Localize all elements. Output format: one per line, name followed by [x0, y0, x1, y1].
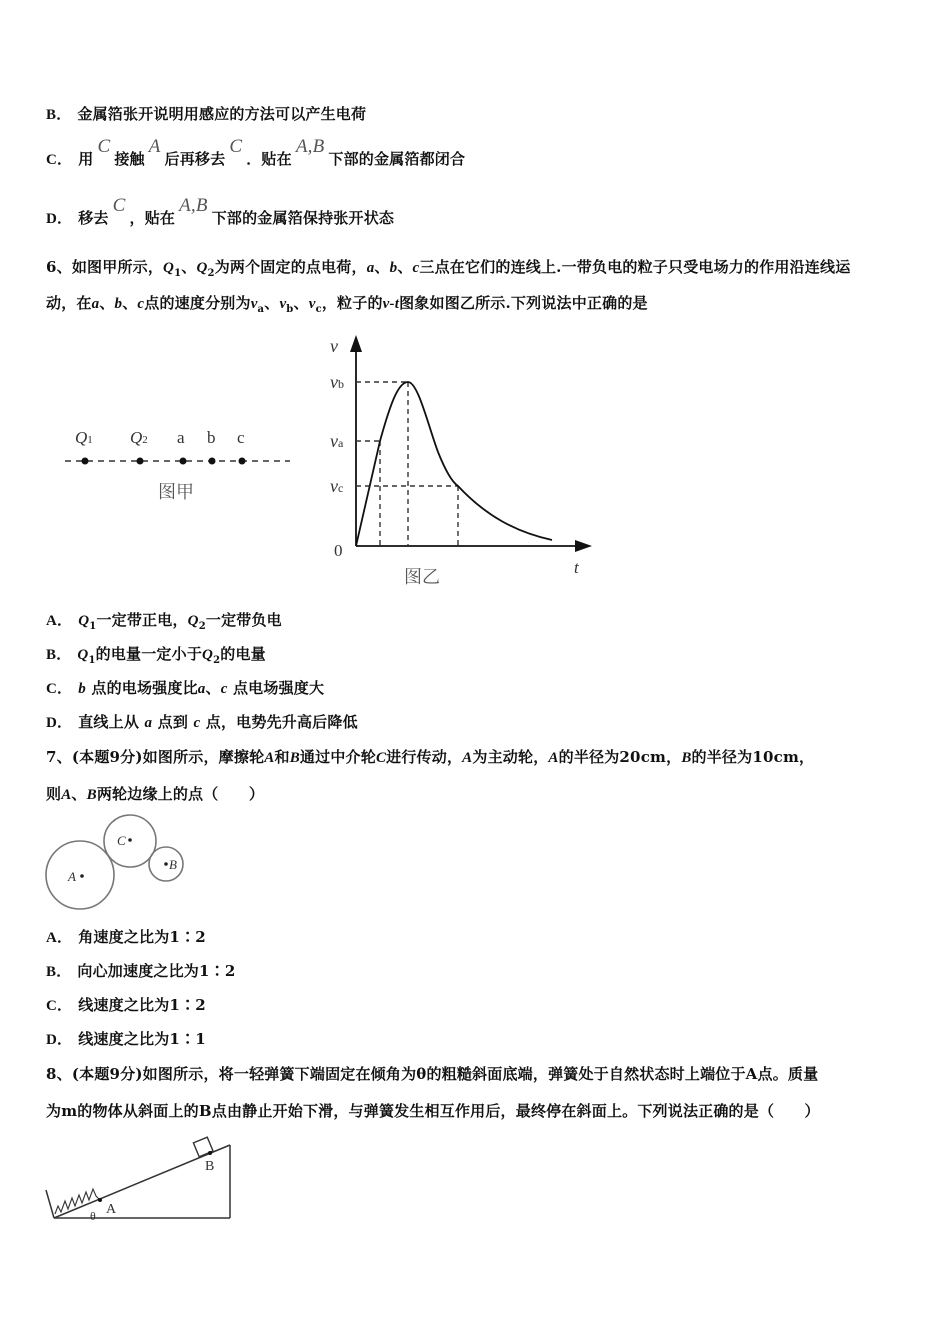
- q7-option-c: C． 线速度之比为1∶2: [46, 996, 206, 1014]
- svg-text:B: B: [205, 1159, 215, 1174]
- wheel-a: [46, 841, 114, 909]
- svg-text:A: A: [68, 869, 76, 884]
- q7-option-a: A． 角速度之比为1∶2: [46, 928, 206, 946]
- q6-option-b: B． $Q_1$的电量一定小于$Q_2$的电量: [46, 645, 266, 666]
- q7-question-line2: 则A、B两轮边缘上的点（ ）: [46, 785, 265, 803]
- svg-text:c: c: [237, 428, 245, 447]
- q6-question-line1: 6、如图甲所示，$Q_1$、$Q_2$为两个固定的点电荷，a、b、c三点在它们的连线上.一带负电的粒子只受电场力的作用沿连线运: [46, 258, 851, 279]
- svg-text:图甲: 图甲: [158, 482, 194, 502]
- spring-wall: [46, 1190, 54, 1218]
- q7-option-d: D． 线速度之比为1∶1: [46, 1030, 206, 1048]
- svg-text:B: B: [169, 857, 177, 872]
- svg-text:b: b: [207, 428, 216, 447]
- q5-option-b: B． 金属箔张开说明用感应的方法可以产生电荷: [46, 105, 367, 123]
- svg-text:0: 0: [334, 541, 343, 560]
- q6-option-c: C． b 点的电场强度比a、c 点电场强度大: [46, 679, 325, 697]
- svg-text:vc: vc: [330, 476, 344, 496]
- svg-text:θ: θ: [90, 1209, 96, 1223]
- q5-option-d: D． 移去C，贴在A,B下部的金属箔保持张开状态: [46, 195, 395, 227]
- figure-friction-wheels: [40, 810, 190, 915]
- figure-yi-vt-chart: [320, 330, 610, 595]
- label-q2: Q2: [130, 428, 148, 447]
- q6-question-line2: 动，在a、b、c点的速度分别为$v_a$、$v_b$、$v_c$，粒子的v-t图象如图乙所示.下列说法中正确的是: [46, 294, 648, 315]
- svg-text:A: A: [106, 1202, 117, 1217]
- figure-jia: [60, 420, 300, 510]
- svg-text:v: v: [330, 336, 338, 356]
- q6-option-a: A． $Q_1$一定带正电，$Q_2$一定带负电: [46, 611, 282, 632]
- q8-question-line1: 8、(本题9分)如图所示，将一轻弹簧下端固定在倾角为θ的粗糙斜面底端，弹簧处于自然状态时上端位于A点。质量: [46, 1065, 819, 1083]
- q6-option-d: D． 直线上从 a 点到 c 点，电势先升高后降低: [46, 713, 358, 731]
- q8-question-line2: 为m的物体从斜面上的B点由静止开始下滑，与弹簧发生相互作用后，最终停在斜面上。下列说法正确的是（ ）: [46, 1102, 820, 1120]
- svg-text:t: t: [574, 558, 579, 577]
- label-q1: Q1: [75, 428, 93, 447]
- q7-option-b: B． 向心加速度之比为1∶2: [46, 962, 236, 980]
- svg-text:vb: vb: [330, 372, 344, 392]
- q5-option-c: C． 用C接触A后再移去C．贴在A,B下部的金属箔都闭合: [46, 136, 466, 168]
- q7-question-line1: 7、(本题9分)如图所示，摩擦轮A和B通过中介轮C进行传动，A为主动轮，A的半径为20cm，B的半径为10cm，: [46, 748, 815, 766]
- svg-text:C: C: [117, 833, 126, 848]
- figure-incline-spring: [40, 1128, 240, 1223]
- svg-text:a: a: [177, 428, 185, 447]
- svg-text:va: va: [330, 431, 344, 451]
- svg-text:图乙: 图乙: [404, 567, 440, 587]
